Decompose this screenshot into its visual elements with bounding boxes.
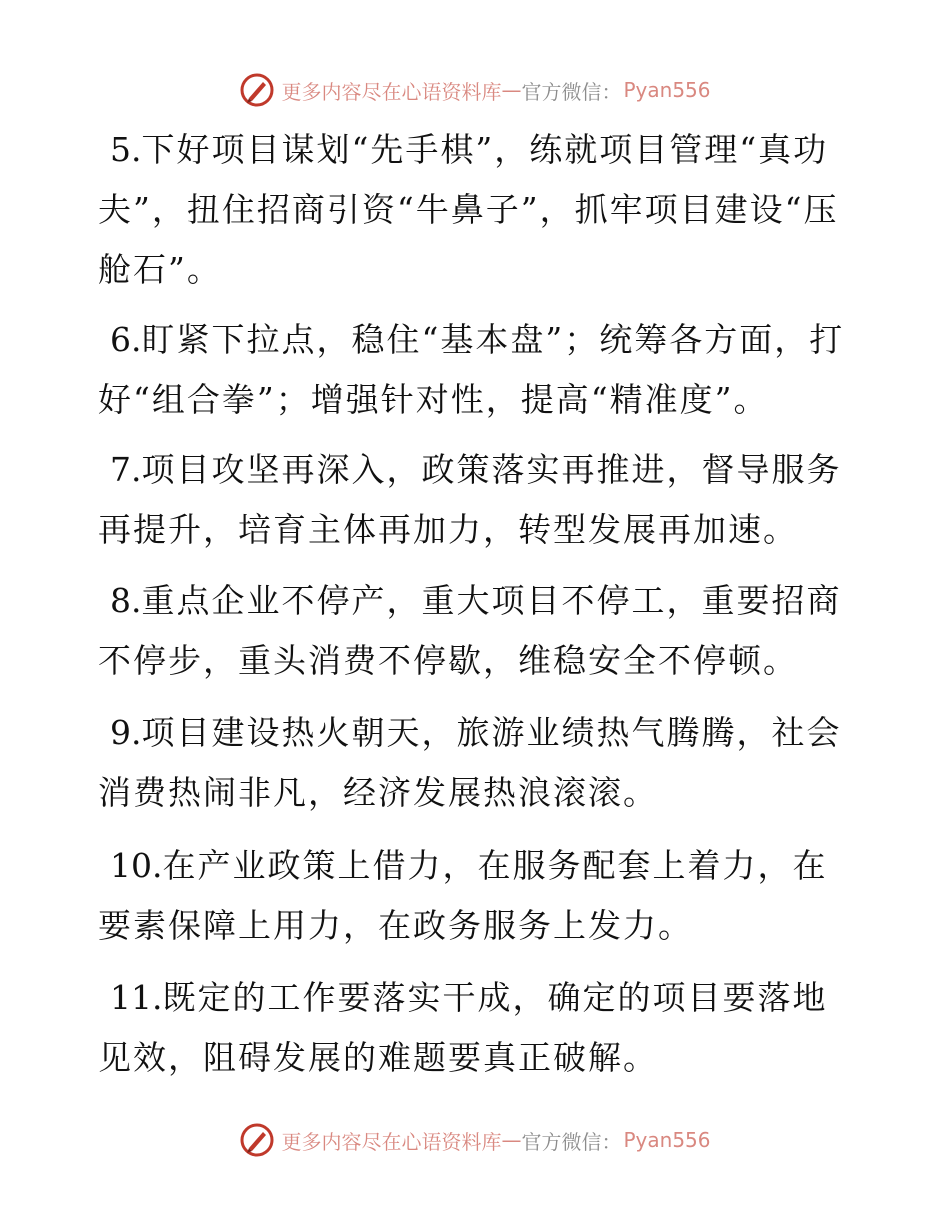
watermark-handle: Pyan556 (623, 78, 711, 102)
watermark-header (0, 70, 950, 110)
paragraph-6: 6.盯紧下拉点，稳住“基本盘”；统筹各方面，打好“组合拳”；增强针对性，提高“精准度”。 (98, 320, 845, 419)
paragraph-7: 7.项目攻坚再深入，政策落实再推进，督导服务再提升，培育主体再加力，转型发展再加速。 (98, 450, 842, 549)
watermark-dash: — (501, 78, 522, 102)
paragraph-11: 11.既定的工作要落实干成，确定的项目要落地见效，阻碍发展的难题要真正破解。 (98, 978, 828, 1077)
pen-logo-icon (239, 1122, 275, 1158)
watermark-dash: — (501, 1128, 522, 1152)
watermark-footer (0, 1120, 950, 1160)
paragraph-5: 5.下好项目谋划“先手棋”，练就项目管理“真功夫”，扭住招商引资“牛鼻子”，抓牢项目建设“压舱石”。 (98, 130, 839, 289)
paragraph-9: 9.项目建设热火朝天，旅游业绩热气腾腾，社会消费热闹非凡，经济发展热浪滚滚。 (98, 713, 842, 812)
watermark-handle: Pyan556 (623, 1128, 711, 1152)
watermark-subtitle: 官方微信： (521, 79, 622, 104)
watermark-title: 更多内容尽在心语资料库 (281, 1129, 502, 1154)
watermark-subtitle: 官方微信： (521, 1129, 622, 1154)
paragraph-8: 8.重点企业不停产，重大项目不停工，重要招商不停步，重头消费不停歇，维稳安全不停顿。 (98, 581, 842, 680)
watermark-title: 更多内容尽在心语资料库 (281, 79, 502, 104)
paragraph-10: 10.在产业政策上借力，在服务配套上着力，在要素保障上用力，在政务服务上发力。 (98, 846, 828, 945)
pen-logo-icon (239, 72, 275, 108)
